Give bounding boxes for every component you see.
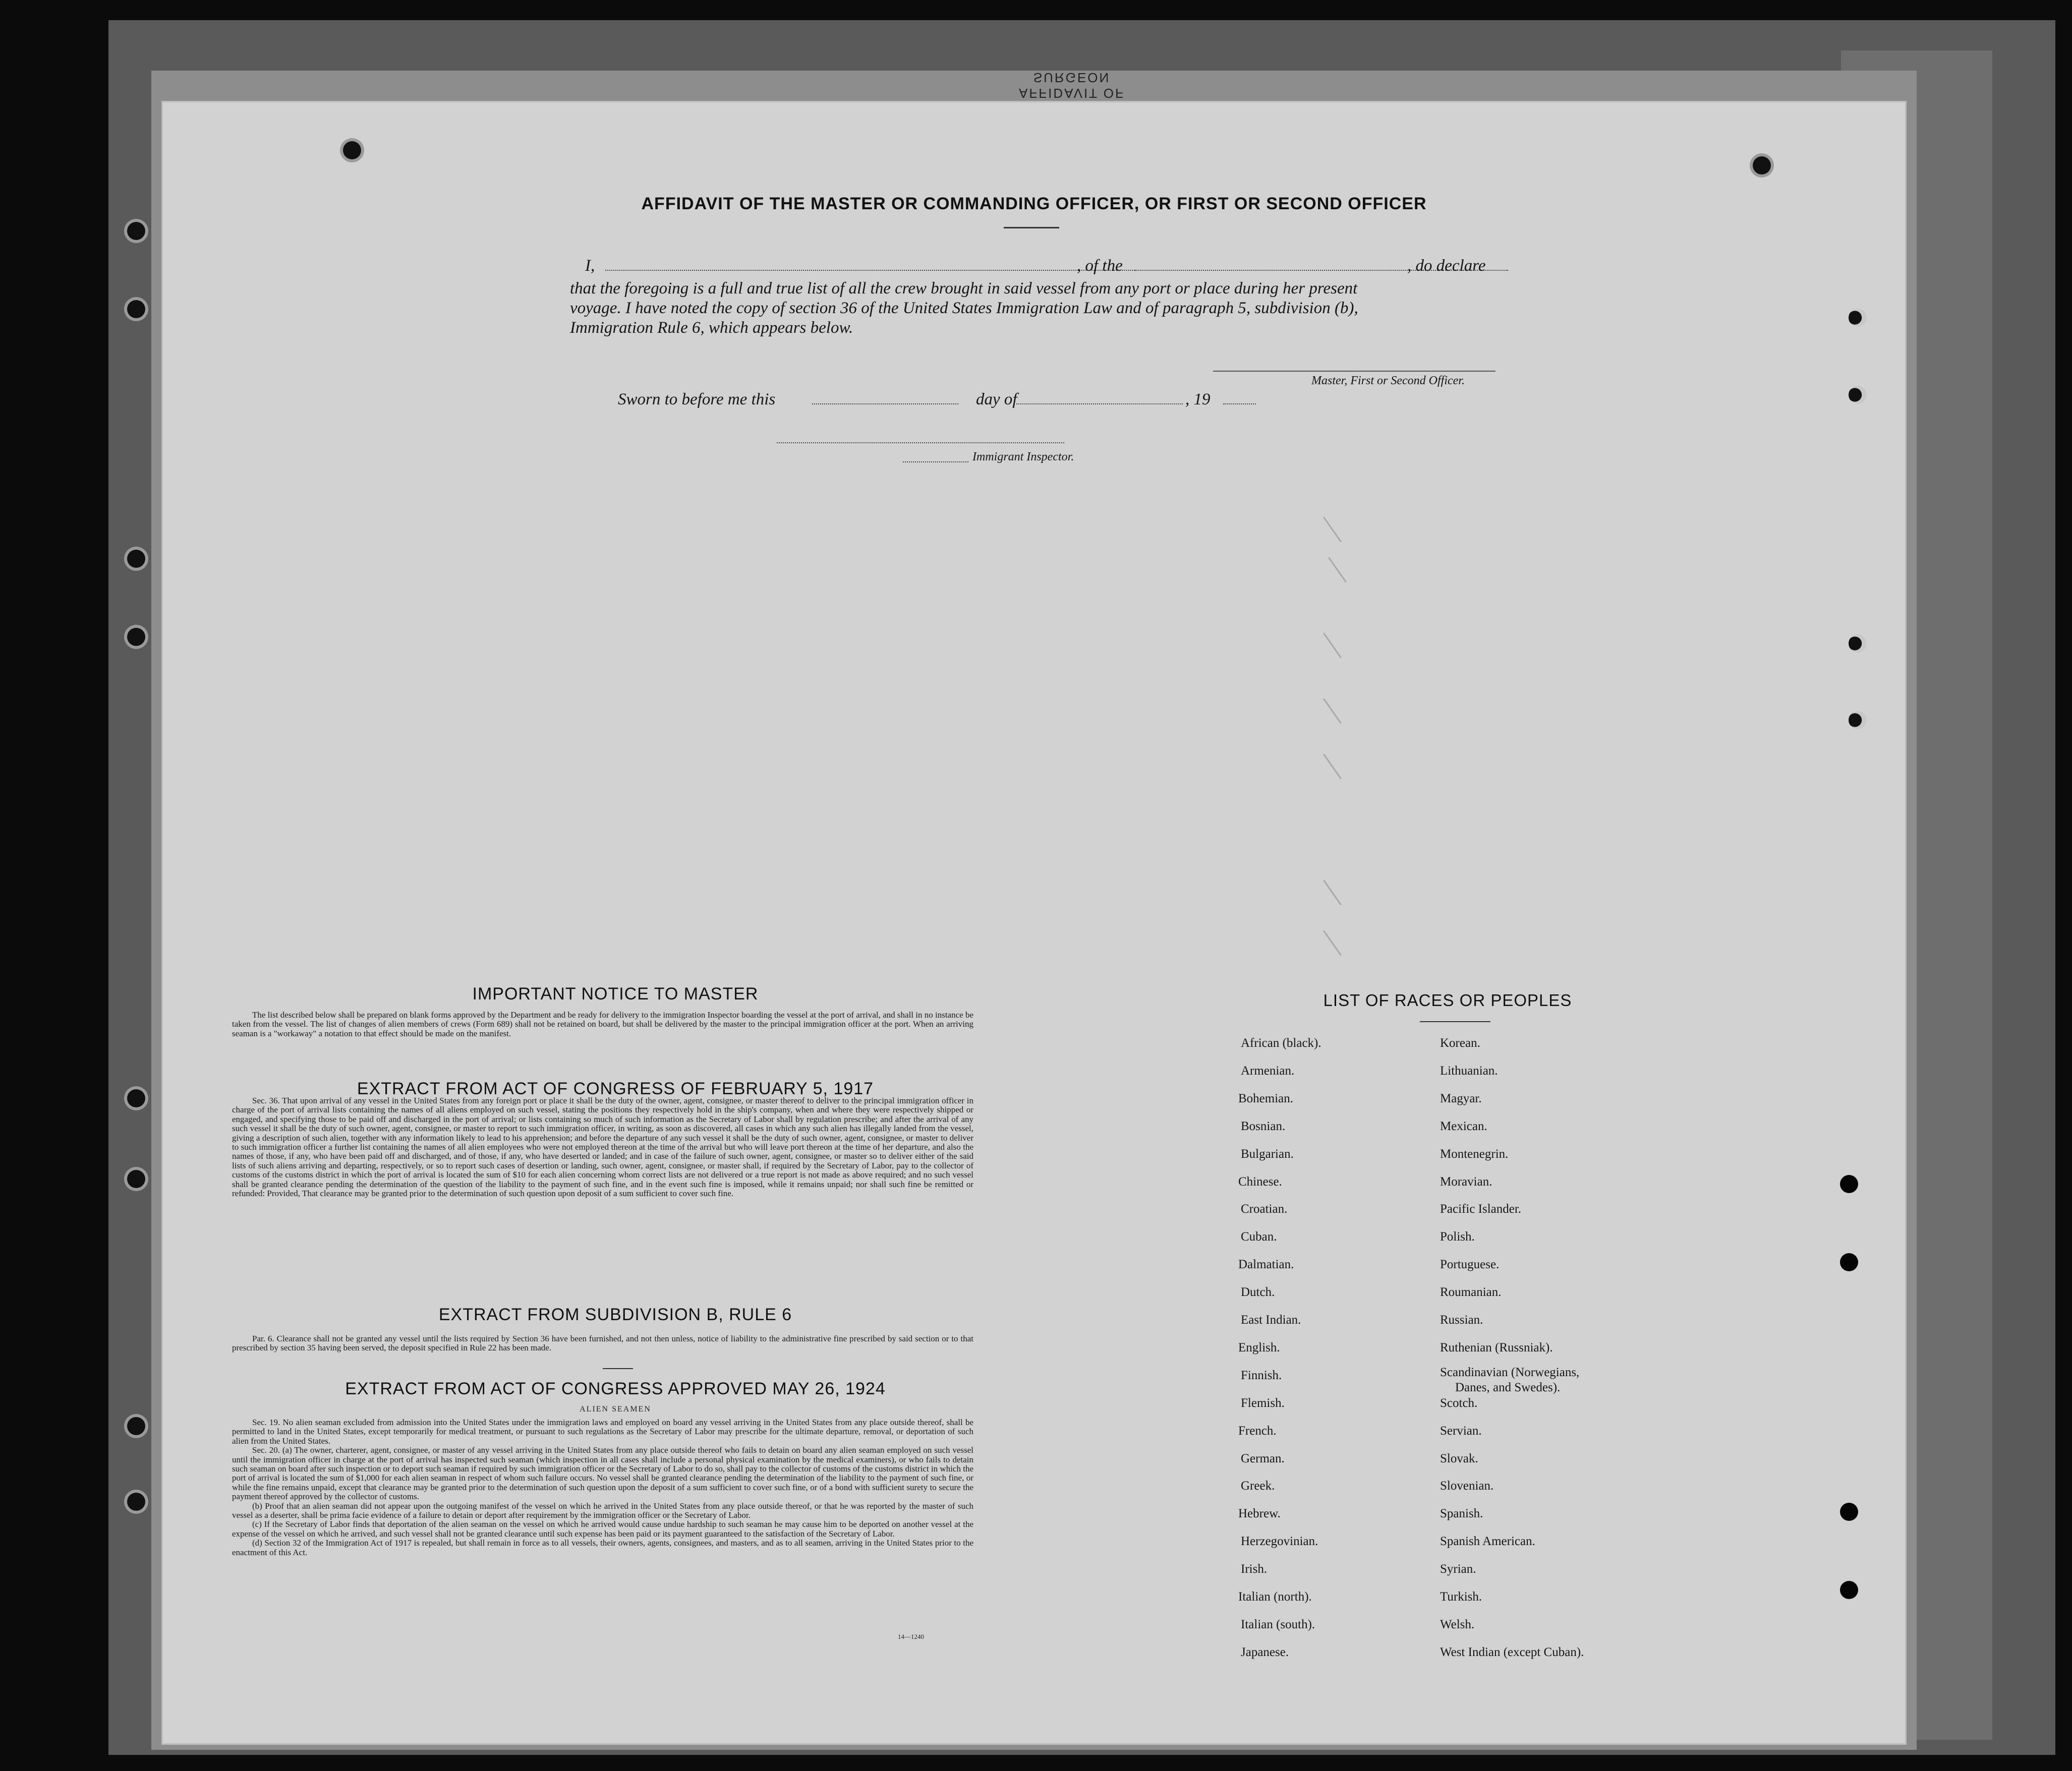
race-item: Syrian. xyxy=(1440,1562,1476,1576)
race-item: African (black). xyxy=(1241,1036,1321,1050)
race-item-continuation: Danes, and Swedes). xyxy=(1455,1381,1561,1394)
binder-hole-icon xyxy=(1849,634,1867,653)
race-item: Irish. xyxy=(1241,1562,1268,1576)
affidavit-line1-end: , do declare xyxy=(1407,257,1486,275)
race-item: Magyar. xyxy=(1440,1091,1482,1105)
binder-hole-icon xyxy=(1849,711,1867,729)
race-item: Dutch. xyxy=(1241,1285,1275,1300)
race-item: Bosnian. xyxy=(1241,1119,1286,1133)
section-20d-paragraph: (d) Section 32 of the Immigration Act of 1917 is repealed, but shall remain in force as to all vessels, their owners, agents, consignees, and masters, and as to all seamen, arriving in the United States prior to the enactment of this Act. xyxy=(232,1538,973,1557)
inspector-label: Immigrant Inspector. xyxy=(972,450,1074,463)
affidavit-line1-mid: , of the xyxy=(1077,257,1123,275)
race-item: Cuban. xyxy=(1241,1230,1277,1244)
binder-hole-icon xyxy=(127,222,145,240)
notice-paragraph: The list described below shall be prepared on blank forms approved by the Department and be ready for delivery to the immigration Inspector boarding the vessel at the port of arrival, and shall in no instance be taken from the vessel. The list of changes of alien members of crews (Form 689) shall not be retained on board, but shall be delivered by the master to the principal immigration officer at the port. When an arriving seaman is a "workaway" a notation to that effect should be made on the manifest. xyxy=(232,1010,973,1038)
race-item: Roumanian. xyxy=(1440,1285,1502,1300)
race-item: French. xyxy=(1238,1424,1277,1438)
race-item: Portuguese. xyxy=(1440,1258,1500,1272)
extract-1917-body xyxy=(232,1096,973,1198)
extract-1917-title: EXTRACT FROM ACT OF CONGRESS OF FEBRUARY 5, 1917 xyxy=(357,1079,874,1098)
race-item: Greek. xyxy=(1241,1479,1275,1493)
races-title: LIST OF RACES OR PEOPLES xyxy=(1323,991,1572,1010)
race-item: Italian (south). xyxy=(1241,1617,1315,1631)
sworn-day-field[interactable] xyxy=(812,403,958,404)
section-36-paragraph: Sec. 36. That upon arrival of any vessel in the United States from any foreign port or place it shall be the duty of the owner, agent, consignee, or master thereof to deliver to the principal immigration officer in charge of the port of arrival lists containing the names of all aliens employed on such vessel, stating the positions they respectively hold in the ship's company, when and where they were respectively shipped or engaged, and specifying those to be paid off and discharged in the port of arrival; or lists containing so much of such information as the Secretary of Labor shall by regulation prescribe; and after the arrival of any such vessel it shall be the duty of such owner, agent, consignee, or master to report to such immigration officer, in writing, as soon as discovered, all cases in which any such alien has illegally landed from the vessel, giving a description of such alien, together with any information likely to lead to his apprehension; and before the departure of any such vessel it shall be the duty of such owner, agent, consignee, or master to deliver to such immigration officer a further list containing the names of all alien employees who were not employed thereon at the time of the arrival but who will leave port thereon at the time of her departure, and also the names of those, if any, who have been paid off and discharged, and of those, if any, who have deserted or landed; and in case of the failure of such owner, agent, consignee, or master so to deliver either of the said lists of such aliens arriving and departing, respectively, or so to report such cases of desertion or landing, such owner, agent, consignee, or master shall, if required by the Secretary of Labor, pay to the collector of customs of the customs district in which the port of arrival is located the sum of $10 for each alien concerning whom correct lists are not delivered or a true report is not made as above required; and no such vessel shall be granted clearance pending the determination of the question of the liability to the payment of such fine, and in the event such fine is imposed, while it remains unpaid; nor shall such fine be remitted or refunded: Provided, That clearance may be granted prior to the determination of such question upon deposit of a sum sufficient to cover such fine. xyxy=(232,1096,973,1199)
binder-hole-icon xyxy=(1753,156,1771,174)
race-item: Scandinavian (Norwegians, xyxy=(1440,1365,1580,1379)
sworn-line xyxy=(618,390,1274,409)
subdivision-title: EXTRACT FROM SUBDIVISION B, RULE 6 xyxy=(438,1305,792,1324)
binder-hole-icon xyxy=(127,628,145,646)
inspector-signature-line[interactable] xyxy=(777,442,1064,443)
paragraph-6: Par. 6. Clearance shall not be granted any vessel until the lists required by Section 36 have been furnished, and not then unless, notice of liability to the administrative fine prescribed by said section or to that prescribed by section 35 having been served, the deposit specified in Rule 22 has been made. xyxy=(232,1334,973,1353)
binder-hole-icon xyxy=(1840,1581,1858,1599)
binder-hole-icon xyxy=(1849,386,1867,404)
race-item: East Indian. xyxy=(1241,1313,1301,1327)
affidavit-line-4: Immigration Rule 6, which appears below. xyxy=(570,319,853,337)
extract-1924-title: EXTRACT FROM ACT OF CONGRESS APPROVED MAY 26, 1924 xyxy=(345,1379,886,1398)
binder-hole-icon xyxy=(127,1170,145,1188)
notice-body xyxy=(232,1011,973,1038)
alien-seamen-subtitle: ALIEN SEAMEN xyxy=(580,1405,651,1413)
race-item: Russian. xyxy=(1440,1313,1483,1327)
inspector-prefix-line xyxy=(903,461,968,462)
race-item: Mexican. xyxy=(1440,1119,1487,1133)
race-item: Hebrew. xyxy=(1238,1507,1281,1521)
binder-hole-icon xyxy=(127,1417,145,1435)
title-underline xyxy=(1004,227,1059,228)
binder-hole-icon xyxy=(127,300,145,318)
section-20c-paragraph: (c) If the Secretary of Labor finds that deportation of the alien seaman on the vessel on which he arrived would cause undue hardship to such seaman he may cause him to be deported on another vessel at the expense of the vessel on which he arrived, and such vessel shall not be granted clearance until such expense has been paid or its payment guaranteed to the satisfaction of the Secretary of Labor. xyxy=(232,1519,973,1539)
race-item: Lithuanian. xyxy=(1440,1064,1498,1078)
sworn-end: , 19 xyxy=(1185,390,1211,408)
race-item: Bulgarian. xyxy=(1241,1147,1294,1161)
sworn-mid: day of xyxy=(976,390,1017,408)
race-item: Finnish. xyxy=(1241,1368,1282,1382)
race-item: Spanish. xyxy=(1440,1507,1483,1521)
race-item: Pacific Islander. xyxy=(1440,1202,1522,1216)
divider-rule xyxy=(603,1368,633,1369)
race-item: Flemish. xyxy=(1241,1396,1285,1410)
section-20b-paragraph: (b) Proof that an alien seaman did not appear upon the outgoing manifest of the vessel on which he arrived in the United States from any place outside thereof, or that he was reported by the master of such vessel as a deserter, shall be prima facie evidence of a failure to detain or deport after requirement by the immigration officer or the Secretary of Labor. xyxy=(232,1501,973,1520)
race-item: Bohemian. xyxy=(1238,1091,1294,1105)
notice-title: IMPORTANT NOTICE TO MASTER xyxy=(472,984,759,1003)
race-item: Turkish. xyxy=(1440,1590,1482,1604)
sworn-start: Sworn to before me this xyxy=(618,390,776,408)
binder-hole-icon xyxy=(343,141,361,159)
binder-hole-icon xyxy=(1840,1253,1858,1271)
race-item: Montenegrin. xyxy=(1440,1147,1509,1161)
race-item: West Indian (except Cuban). xyxy=(1440,1645,1584,1659)
race-item: Spanish American. xyxy=(1440,1534,1535,1549)
form-number: 14—1240 xyxy=(898,1633,924,1640)
race-item: Moravian. xyxy=(1440,1174,1492,1189)
binder-hole-icon xyxy=(127,1493,145,1511)
race-item: English. xyxy=(1238,1340,1280,1354)
extract-1924-body xyxy=(232,1418,973,1557)
binder-hole-icon xyxy=(1840,1503,1858,1521)
race-item: Korean. xyxy=(1440,1036,1480,1050)
section-20a-paragraph: Sec. 20. (a) The owner, charterer, agent, consignee, or master of any vessel arriving in the United States from any place outside thereof who fails to detain on board any alien seaman employed on such vessel until the immigration officer in charge at the port of arrival has inspected such seaman (which inspection in all cases shall include a personal physical examination by the medical examiners), or who fails to detain such seaman on board after such inspection or to deport such seaman if required by such immigration officer or the Secretary of Labor to do so, shall pay to the collector of customs of the customs district in which the port of arrival is located the sum of $1,000 for each alien seaman in respect of whom such failure occurs. No vessel shall be granted clearance pending the determination of the liability to the payment of such fine, or while the fine remains unpaid, except that clearance may be granted prior to the determination of such question upon the deposit of a sum sufficient to cover such fine, or of a bond with sufficient surety to secure the payment thereof approved by the collector of customs. xyxy=(232,1445,973,1502)
sworn-year-field[interactable] xyxy=(1223,403,1256,404)
mirrored-header-strip: AFFIDAVIT OF SURGEON xyxy=(1019,70,1125,101)
binder-hole-icon xyxy=(1849,309,1867,327)
race-item: Slovenian. xyxy=(1440,1479,1494,1493)
sworn-month-field[interactable] xyxy=(1016,403,1183,404)
master-signature-label: Master, First or Second Officer. xyxy=(1311,374,1465,387)
affidavit-line1-start: I, xyxy=(585,257,595,275)
race-item: Croatian. xyxy=(1241,1202,1288,1216)
affidavit-line-3: voyage. I have noted the copy of section 36 of the United States Immigration Law and of paragraph 5, subdivision (b), xyxy=(570,299,1358,317)
affidavit-title: AFFIDAVIT OF THE MASTER OR COMMANDING OFFICER, OR FIRST OR SECOND OFFICER xyxy=(641,194,1427,213)
binder-hole-icon xyxy=(127,550,145,568)
race-item: Dalmatian. xyxy=(1238,1258,1294,1272)
subdivision-body xyxy=(232,1334,973,1353)
affidavit-line-2: that the foregoing is a full and true list of all the crew brought in said vessel from any port or place during her present xyxy=(570,279,1358,298)
race-item: German. xyxy=(1241,1451,1285,1465)
race-item: Japanese. xyxy=(1241,1645,1289,1659)
binder-hole-icon xyxy=(1840,1175,1858,1193)
race-item: Polish. xyxy=(1440,1230,1475,1244)
race-item: Herzegovinian. xyxy=(1241,1534,1318,1549)
race-item: Scotch. xyxy=(1440,1396,1478,1410)
section-19-paragraph: Sec. 19. No alien seaman excluded from admission into the United States under the immigration laws and employed on board any vessel arriving in the United States from any place outside thereof, shall be permitted to land in the United States, except temporarily for medical treatment, or pursuant to such regulations as the Secretary of Labor may prescribe for the ultimate departure, removal, or deportation of such alien from the United States. xyxy=(232,1418,973,1446)
name-blank-field[interactable] xyxy=(605,269,1135,271)
race-item: Italian (north). xyxy=(1238,1590,1312,1604)
race-item: Welsh. xyxy=(1440,1617,1475,1631)
race-item: Slovak. xyxy=(1440,1451,1478,1465)
race-item: Chinese. xyxy=(1238,1174,1282,1189)
races-underline xyxy=(1420,1021,1490,1022)
race-item: Servian. xyxy=(1440,1424,1482,1438)
master-signature-line[interactable] xyxy=(1213,371,1495,372)
race-item: Armenian. xyxy=(1241,1064,1295,1078)
binder-hole-icon xyxy=(127,1089,145,1107)
race-item: Ruthenian (Russniak). xyxy=(1440,1340,1553,1354)
